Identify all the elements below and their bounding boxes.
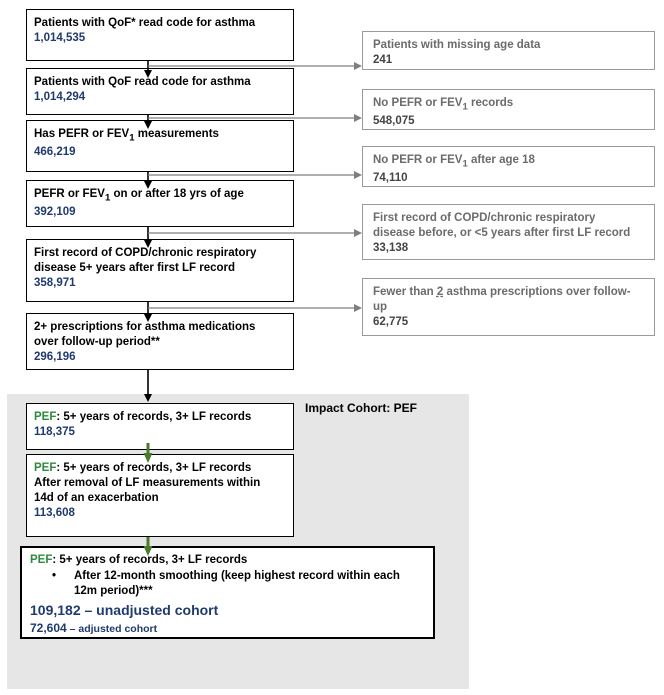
step-label: Patients with QoF* read code for asthma (34, 17, 256, 29)
exclusion-count: 62,775 (373, 316, 409, 328)
impact-cohort-title: Impact Cohort: PEF (305, 401, 418, 415)
step-count: 1,014,294 (34, 91, 86, 103)
cohort-count: 118,375 (34, 426, 75, 438)
cohort-label: PEF: 5+ years of records, 3+ LF records (34, 411, 252, 423)
exclusion-label: No PEFR or $FEV_1$ after age 18 (373, 154, 535, 170)
exclusion-label-line2: disease before, or <5 years after first LF record (373, 227, 631, 239)
exclusion-label-line2: up (373, 301, 388, 313)
exclusion-label: Patients with missing age data (373, 39, 541, 51)
step-count: 392,109 (34, 206, 76, 219)
unadjusted-cohort: 109,182 – unadjusted cohort (30, 602, 219, 618)
step-count: 296,196 (34, 351, 76, 363)
exclusion-count: 548,075 (373, 115, 415, 128)
adjusted-cohort: 72,604 – adjusted cohort (30, 621, 158, 635)
cohort-label-line3: 14d of an exacerbation (34, 492, 159, 504)
exclusion-count: 241 (373, 54, 393, 66)
step-label-line1: 2+ prescriptions for asthma medications (34, 321, 256, 333)
exclusion-count: 74,110 (373, 172, 408, 185)
exclusion-label-line1: Fewer than 2 asthma prescriptions over follow- (373, 286, 631, 298)
exclusion-label: No PEFR or $FEV_1$ records (373, 97, 514, 113)
step-count: 1,014,535 (34, 32, 86, 44)
step-count: 466,219 (34, 146, 76, 159)
cohort-count: 113,608 (34, 507, 75, 519)
cohort-label: PEF: 5+ years of records, 3+ LF records (34, 462, 252, 474)
step-label: Patients with QoF read code for asthma (34, 76, 251, 88)
step-label: Has PEFR or $FEV_1$ measurements (34, 128, 219, 144)
step-label-line2: over follow-up period** (34, 336, 160, 348)
exclusion-label-line1: First record of COPD/chronic respiratory (373, 212, 596, 224)
step-label: PEFR or $FEV_1$ on or after 18 yrs of age (34, 188, 244, 204)
exclusion-count: 33,138 (373, 242, 409, 254)
step-count: 358,971 (34, 277, 76, 289)
final-label: PEF: 5+ years of records, 3+ LF records (30, 554, 248, 566)
step-label-line2: disease 5+ years after first LF record (34, 262, 236, 274)
bullet-icon: • (52, 570, 57, 582)
final-bullet: • After 12-month smoothing (keep highest record within each 12m period)*** (52, 570, 400, 597)
step-label-line1: First record of COPD/chronic respiratory (34, 247, 257, 259)
cohort-label-line2: After removal of LF measurements within (34, 477, 261, 489)
